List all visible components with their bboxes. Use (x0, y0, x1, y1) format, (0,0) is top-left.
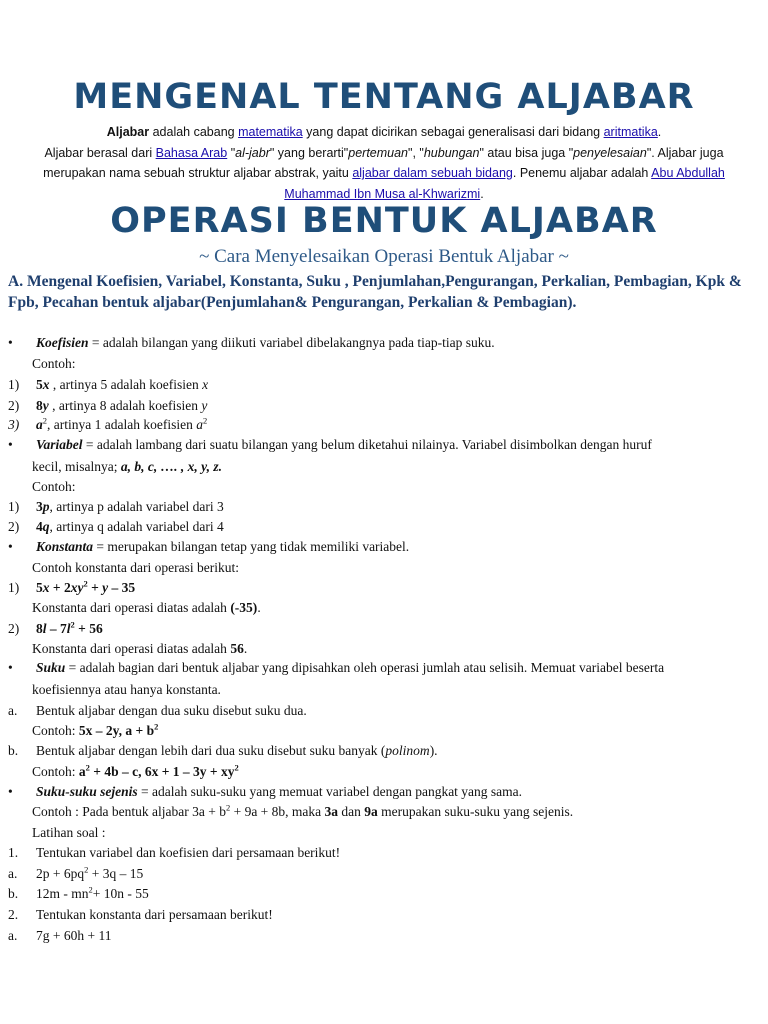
example-line (0, 762, 768, 782)
contoh-text: Contoh : Pada bentuk aljabar 3a + b (32, 804, 226, 819)
section-heading: OPERASI BENTUK ALJABAR (110, 201, 658, 241)
result-text: . (243, 641, 248, 656)
term-label: Koefisien (36, 335, 89, 350)
contoh-text: Contoh konstanta dari operasi berikut: (32, 560, 239, 575)
expr: a (196, 417, 203, 432)
bullet-icon: • (8, 784, 13, 799)
definition-text: = adalah bilangan yang diikuti variabel dibelakangnya pada tiap-tiap suku. (88, 335, 495, 350)
expr: l (66, 621, 71, 636)
expr: 8 (36, 398, 43, 413)
exponent: 2 (85, 762, 90, 773)
contoh-text: dan (338, 804, 365, 819)
list-item (0, 415, 768, 435)
definition-text: = adalah suku-suku yang memuat variabel dengan pangkat yang sama. (137, 784, 523, 799)
intro-text: " yang berarti" (269, 145, 349, 160)
exponent: 2 (202, 415, 208, 426)
intro-text: yang dapat dicirikan sebagai generalisasi dari bidang (302, 125, 604, 139)
expr: l (42, 621, 47, 636)
konstanta-result (0, 598, 768, 618)
konstanta-result (0, 639, 768, 659)
expr: a, b, c, …. , x, y, z. (120, 459, 222, 474)
contoh-text: Contoh: (32, 764, 79, 779)
list-marker: a. (8, 866, 18, 881)
exponent: 2 (83, 578, 88, 589)
item-text: , artinya 1 adalah koefisien (47, 417, 197, 432)
expr: + 2 (49, 580, 71, 595)
expr: , (138, 764, 145, 779)
contoh-label (0, 354, 768, 374)
intro-italic: hubungan (423, 145, 480, 160)
expr: , (118, 723, 126, 738)
exponent: 2 (234, 762, 239, 773)
expr: y (42, 398, 49, 413)
list-item (0, 375, 768, 395)
example-line (0, 721, 768, 741)
contoh-text: + 9a + 8b, maka (230, 804, 325, 819)
expr: x (202, 377, 209, 392)
term-label: Suku (36, 660, 66, 675)
list-item (0, 578, 768, 598)
suku-definition-cont (0, 680, 768, 700)
contoh-text: merupakan suku-suku yang sejenis. (377, 804, 574, 819)
list-item (0, 396, 768, 416)
expr: + 3q – 15 (88, 866, 144, 881)
exponent: 2 (88, 884, 93, 895)
intro-text: ". Aljabar juga merupakan nama sebuah struktur aljabar abstrak, yaitu (43, 145, 724, 180)
bullet-icon: • (8, 437, 13, 452)
bullet-icon: • (8, 660, 13, 675)
item-text: ). (429, 743, 438, 758)
exercise-item (0, 864, 768, 884)
definition-text: koefisiennya atau hanya konstanta. (32, 682, 221, 697)
link-al-khwarizmi[interactable]: Abu Abdullah Muhammad Ibn Musa al-Khwarizmi (284, 166, 725, 201)
exercise-item (0, 905, 768, 925)
expr: – 35 (108, 580, 136, 595)
expr: 8 (36, 621, 43, 636)
list-item (0, 619, 768, 639)
list-marker: a. (8, 703, 18, 718)
expr: 12m - mn (36, 886, 89, 901)
expr: p (42, 499, 50, 514)
latihan-title (0, 823, 768, 843)
intro-term: Aljabar (106, 125, 150, 139)
koefisien-definition (0, 333, 768, 353)
intro-text: Aljabar berasal dari (44, 145, 156, 160)
sejenis-definition (0, 782, 768, 802)
expr: 5 (36, 580, 43, 595)
link-aljabar-bidang[interactable]: aljabar dalam sebuah bidang (352, 166, 513, 180)
list-marker: 2) (8, 519, 20, 534)
section-subtitle: ~ Cara Menyelesaikan Operasi Bentuk Aljabar ~ (199, 246, 569, 267)
exponent: 2 (42, 415, 47, 426)
intro-paragraph (26, 122, 742, 204)
definition-text: = adalah lambang dari suatu bilangan yang belum diketahui nilainya. Variabel disimbolkan dengan huruf (82, 437, 652, 452)
exponent: 2 (84, 864, 89, 875)
list-marker: 2) (8, 621, 20, 636)
expr: + 10n - 55 (92, 886, 149, 901)
expr: + (87, 580, 103, 595)
expr: x (42, 377, 50, 392)
variabel-definition-cont (0, 457, 768, 477)
expr: + 4b – c (89, 764, 139, 779)
expr: 7g + 60h + 11 (36, 928, 112, 943)
expr: 5 (36, 377, 43, 392)
expr: 5x – 2y (78, 723, 119, 738)
latihan-heading: Latihan soal : (32, 825, 106, 840)
expr: 4 (36, 519, 43, 534)
exponent: 2 (154, 721, 159, 732)
item-text: , artinya p adalah variabel dari 3 (49, 499, 224, 514)
expr: 3 (36, 499, 43, 514)
link-aritmatika[interactable]: aritmatika (603, 125, 658, 139)
list-marker: 1) (8, 377, 20, 392)
intro-text: . Penemu aljabar adalah (512, 166, 652, 180)
result-value: 56 (230, 641, 244, 656)
page-title: MENGENAL TENTANG ALJABAR (73, 77, 695, 117)
intro-text: . (657, 125, 662, 139)
expr: y (102, 580, 109, 595)
expr: 2p + 6pq (36, 866, 85, 881)
result-text: . (257, 600, 261, 615)
list-marker: 1) (8, 580, 20, 595)
list-marker: 2. (8, 907, 19, 922)
item-text: Bentuk aljabar dengan dua suku disebut suku dua. (36, 703, 307, 718)
exercise-text: Tentukan variabel dan koefisien dari persamaan berikut! (36, 845, 341, 860)
intro-text: " atau bisa juga " (479, 145, 574, 160)
expr: – 7 (46, 621, 67, 636)
expr: xy (70, 580, 84, 595)
list-marker: 2) (8, 398, 20, 413)
bullet-icon: • (8, 539, 13, 554)
expr: a + b (125, 723, 155, 738)
intro-text: . (480, 186, 484, 201)
list-marker: b. (8, 743, 19, 758)
expr: a (78, 764, 86, 779)
contoh-text: Contoh: (32, 479, 76, 494)
exercise-item (0, 884, 768, 904)
list-item (0, 497, 768, 517)
result-value: (-35) (230, 600, 258, 615)
item-text: , artinya 5 adalah koefisien (49, 377, 203, 392)
expr: + 56 (74, 621, 103, 636)
exponent: 2 (225, 802, 231, 813)
intro-text: " (227, 145, 236, 160)
item-text: polinom (385, 743, 430, 758)
section-a-heading: A. Mengenal Koefisien, Variabel, Konstanta, Suku , Penjumlahan,Pengurangan, Perkalian, Pembagian, Kpk & Fpb, Pecahan bentuk aljabar(Penjumlahan& Pengurangan, Perkalian & Pembagian). (8, 273, 742, 311)
konstanta-definition (0, 537, 768, 557)
expr: 6x + 1 – 3y + xy (144, 764, 235, 779)
exercise-item (0, 926, 768, 946)
intro-text: ", " (408, 145, 424, 160)
list-marker: b. (8, 886, 19, 901)
definition-text: = adalah bagian dari bentuk aljabar yang dipisahkan oleh operasi jumlah atau selisih. Memuat variabel beserta (65, 660, 665, 675)
link-matematika[interactable]: matematika (238, 125, 303, 139)
list-marker: 3) (8, 417, 20, 432)
expr: y (201, 398, 208, 413)
link-bahasa-arab[interactable]: Bahasa Arab (155, 145, 228, 160)
expr: q (42, 519, 50, 534)
list-marker: 1. (8, 845, 19, 860)
term-label: Variabel (36, 437, 83, 452)
list-item (0, 741, 768, 761)
variabel-definition (0, 435, 768, 455)
expr: a (36, 417, 43, 432)
list-marker: a. (8, 928, 18, 943)
definition-text: kecil, misalnya; (32, 459, 121, 474)
contoh-text: Contoh: (32, 723, 79, 738)
list-item (0, 701, 768, 721)
item-text: , artinya 8 adalah koefisien (48, 398, 202, 413)
definition-text: = merupakan bilangan tetap yang tidak memiliki variabel. (93, 539, 410, 554)
intro-italic: al-jabr (235, 145, 270, 160)
suku-definition (0, 658, 768, 678)
result-text: Konstanta dari operasi diatas adalah (32, 641, 231, 656)
term-label: Konstanta (36, 539, 94, 554)
result-text: Konstanta dari operasi diatas adalah (32, 600, 231, 615)
bullet-icon: • (8, 335, 13, 350)
expr: 3a (324, 804, 339, 819)
exercise-text: Tentukan konstanta dari persamaan berikut! (36, 907, 273, 922)
contoh-label (0, 558, 768, 578)
contoh-text: Contoh: (32, 356, 76, 371)
list-marker: 1) (8, 499, 20, 514)
item-text: , artinya q adalah variabel dari 4 (49, 519, 224, 534)
term-label: Suku-suku sejenis (36, 784, 138, 799)
intro-text: adalah cabang (149, 125, 239, 139)
exponent: 2 (70, 619, 75, 630)
item-text: Bentuk aljabar dengan lebih dari dua suku disebut suku banyak ( (36, 743, 386, 758)
contoh-label (0, 477, 768, 497)
example-line (0, 802, 768, 822)
intro-italic: pertemuan (348, 145, 409, 160)
expr: 9a (364, 804, 378, 819)
list-item (0, 517, 768, 537)
exercise-item (0, 843, 768, 863)
intro-italic: penyelesaian (573, 145, 647, 160)
expr: x (42, 580, 50, 595)
